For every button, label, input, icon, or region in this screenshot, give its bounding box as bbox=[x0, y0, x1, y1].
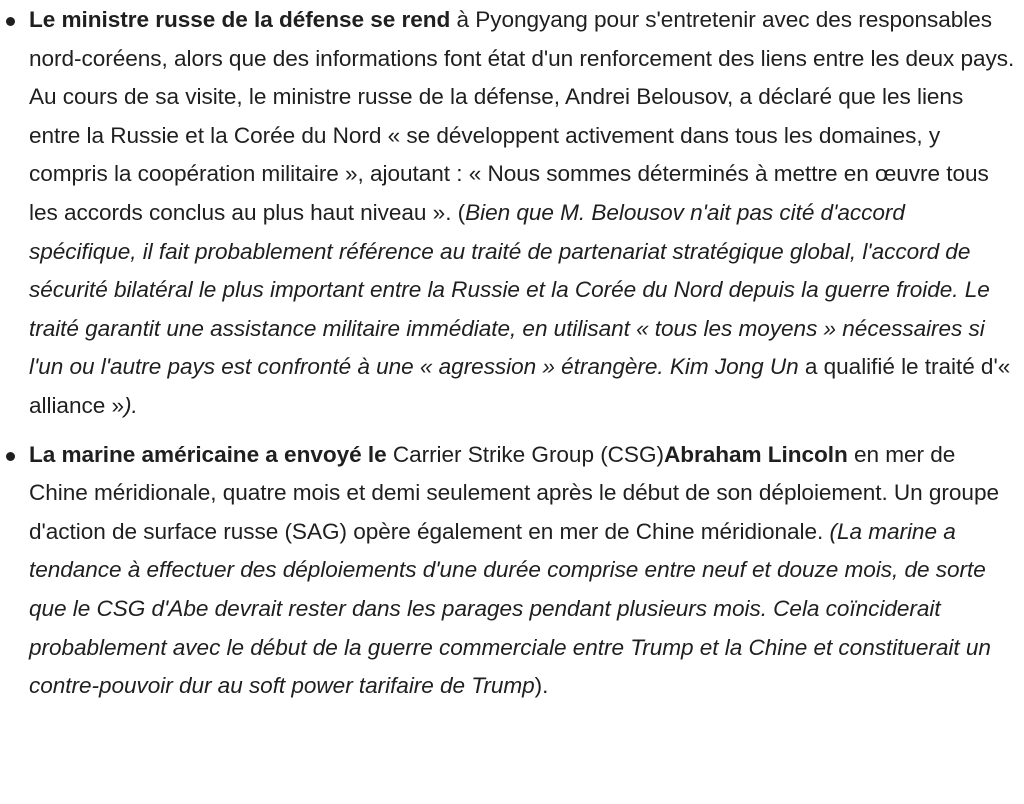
item-italic-note: (La marine a tendance à effectuer des déploiements d'une durée comprise entre neuf et douze mois, de sorte que le CSG d'Abe devrait rester dans les parages pendant plusieurs mois. Cela coïnciderait probablement avec le début de la guerre commerciale entre Trump et la Chine et constituerait un contre-pouvoir dur au soft power tarifaire de Trump bbox=[29, 518, 991, 699]
item-text: ). bbox=[534, 673, 549, 699]
item-bold-name: Abraham Lincoln bbox=[663, 441, 848, 467]
item-text: à Pyongyang pour s'entretenir avec des responsables nord-coréens, alors que des informations font état d'un renforcement des liens entre les deux pays. Au cours de sa visite, le ministre russe de la défense, Andrei Belousov, a déclaré que les liens entre la Russie et la Corée du Nord « se développent activement dans tous les domaines, y compris la coopération militaire », ajoutant : « Nous sommes déterminés à mettre en œuvre tous les accords conclus au plus haut niveau ». ( bbox=[29, 7, 1015, 225]
bullet-dot-icon bbox=[6, 452, 15, 461]
item-bold-lead: Le ministre russe de la défense se rend bbox=[29, 7, 451, 32]
item-text: Carrier Strike Group (CSG) bbox=[386, 441, 664, 467]
item-italic-note: Bien que M. Belousov n'ait pas cité d'accord spécifique, il fait probablement référence au traité de partenariat stratégique global, l'accord de sécurité bilatéral le plus important entre la Russie et la Corée du Nord depuis la guerre froide. Le traité garantit une assistance militaire immédiate, en utilisant « tous les moyens » nécessaires si l'un ou l'autre pays est confronté à une « agression » étrangère. Kim Jong Un bbox=[29, 199, 990, 380]
item-italic-close: ). bbox=[123, 392, 138, 418]
item-bold-lead: La marine américaine a envoyé le bbox=[29, 441, 387, 467]
item-text: en mer de Chine méridionale, quatre mois et demi seulement après le début de son déploiement. Un groupe d'action de surface russe (SAG) opère également en mer de Chine méridionale. bbox=[29, 441, 999, 544]
bullet-dot-icon bbox=[6, 17, 15, 26]
list-item bbox=[0, 436, 1016, 706]
item-text: a qualifié le traité d'« alliance » bbox=[29, 354, 1011, 418]
